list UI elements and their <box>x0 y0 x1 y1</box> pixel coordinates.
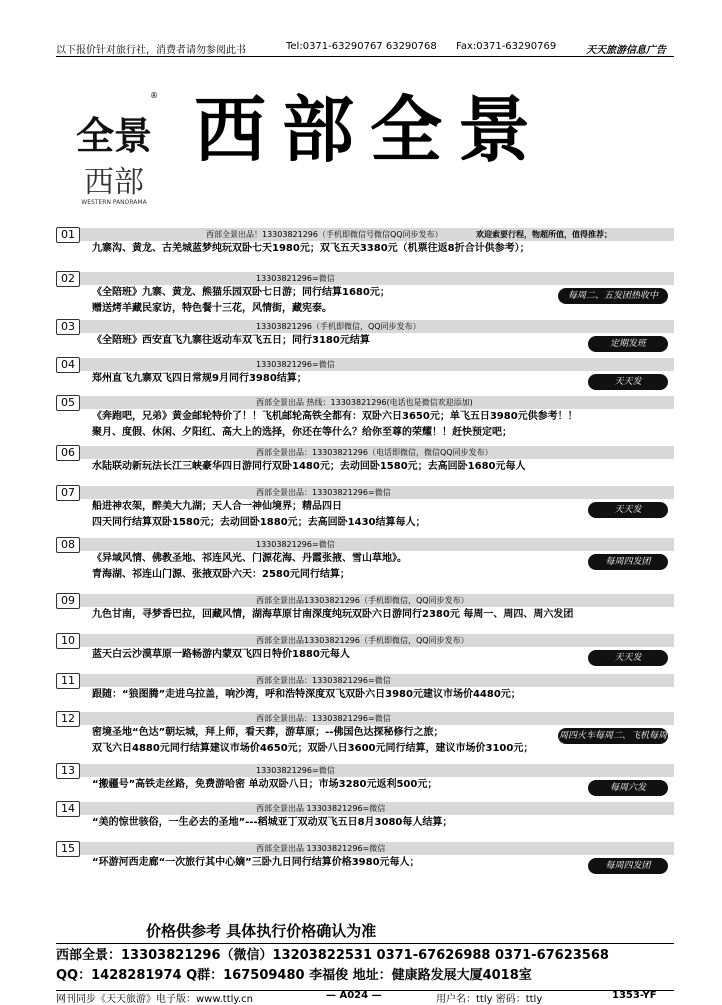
item-line: 《奔跑吧，兄弟》黄金邮轮特价了！！飞机邮轮高铁全都有：双卧六日3650元；单飞五日3980元供参考！！ <box>92 411 578 422</box>
contact-line-1: 西部全景：13303821296（微信）13203822531 0371-67626988 0371-67623568 <box>56 948 609 963</box>
listing-item <box>56 802 674 842</box>
listing-item <box>56 396 674 446</box>
schedule-tag: 每周六发 <box>588 780 668 796</box>
item-header-bar <box>56 320 674 333</box>
svg-text:全景: 全景 <box>75 113 153 158</box>
schedule-tag: 定期发班 <box>588 336 668 352</box>
item-contact: 13303821296=微信 <box>256 274 335 283</box>
item-contact: 13303821296=微信 <box>256 360 335 369</box>
item-line: 跟随：“狼图腾”走进乌拉盖，响沙湾，呼和浩特深度双飞双卧六日3980元建议市场价4480元； <box>92 689 521 700</box>
listing-item <box>56 320 674 358</box>
svg-text:西部: 西部 <box>84 165 144 200</box>
listing-item <box>56 272 674 320</box>
ad-label: 天天旅游信息广告 <box>586 45 666 56</box>
item-contact: 西部全景出品13303821296（手机即微信，QQ同步发布） <box>256 596 469 605</box>
item-number: 07 <box>56 485 80 501</box>
item-number: 09 <box>56 593 80 609</box>
contact-line-2: QQ：1428281974 Q群：167509480 李福俊 地址：健康路发展大厦4018室 <box>56 968 532 983</box>
item-header-bar <box>56 396 674 409</box>
brand-title: 西部全景 <box>194 87 547 172</box>
item-number: 03 <box>56 319 80 335</box>
listing-item <box>56 538 674 594</box>
item-line: “美的惊世骇俗，一生必去的圣地”---稻城亚丁双动双飞五日8月3080每人结算； <box>92 817 453 828</box>
item-line: “搬疆号”高铁走丝路，免费游哈密 单动双卧八日；市场3280元返利500元； <box>92 779 438 790</box>
item-header-bar <box>56 358 674 371</box>
item-number: 11 <box>56 673 80 689</box>
listing-item <box>56 446 674 486</box>
item-contact: 西部全景出品：13303821296=微信 <box>256 488 391 497</box>
price-disclaimer: 价格供参考 具体执行价格确认为准 <box>146 922 377 940</box>
item-line: 蓝天白云沙漠草原一路畅游内蒙双飞四日特价1880元每人 <box>92 649 350 660</box>
listing-item <box>56 712 674 764</box>
item-contact: 13303821296（手机即微信，QQ同步发布） <box>256 322 421 331</box>
page-number: — A024 — <box>326 990 382 1001</box>
item-line: “环游河西走廊“一次旅行其中心嫡”三卧九日同行结算价格3980元每人； <box>92 857 420 868</box>
listing-item <box>56 486 674 538</box>
item-line: 船进神农架，醉美大九湖；天人合一神仙境界；精品四日 <box>92 501 342 512</box>
listing-item <box>56 228 674 272</box>
item-number: 13 <box>56 763 80 779</box>
item-number: 10 <box>56 633 80 649</box>
logo <box>64 64 164 214</box>
item-header-bar <box>56 228 674 241</box>
item-header-bar <box>56 594 674 607</box>
login-text: 用户名：ttly 密码：ttly <box>436 994 543 1005</box>
header <box>56 58 674 220</box>
schedule-tag: 天天发 <box>588 374 668 390</box>
sync-text: 网刊同步《天天旅游》电子版：www.ttly.cn <box>56 994 253 1005</box>
item-contact: 13303821296=微信 <box>256 766 335 775</box>
listing-item <box>56 634 674 674</box>
item-header-bar <box>56 712 674 725</box>
item-header-bar <box>56 538 674 551</box>
item-line: 九色甘南，寻梦香巴拉，回藏风情，湖海草原甘南深度纯玩双卧六日游同行2380元 每周一、周四、周六发团 <box>92 609 574 620</box>
svg-text:®: ® <box>150 91 158 100</box>
item-line: 九寨沟、黄龙、古羌城蓝梦纯玩双卧七天1980元；双飞五天3380元（机票往返8折合计供参考）； <box>92 243 530 254</box>
item-line: 郑州直飞九寨双飞四日常规9月同行3980结算； <box>92 373 307 384</box>
item-number: 08 <box>56 537 80 553</box>
item-number: 04 <box>56 357 80 373</box>
item-number: 06 <box>56 445 80 461</box>
item-line: 四天同行结算双卧1580元；去动回卧1880元；去高回卧1430结算每人； <box>92 517 426 528</box>
schedule-tag: 周四火车每周二、飞机每周三 <box>558 728 668 744</box>
item-line: 《全陪班》西安直飞九寨往返动车双飞五日；同行3180元结算 <box>92 335 370 346</box>
item-line: 赠送烤羊藏民家访，特色餐十三花，风情街，藏宪泰。 <box>92 303 332 314</box>
item-contact: 西部全景出品13303821296（手机即微信，QQ同步发布） <box>256 636 469 645</box>
page-frame <box>56 38 674 1005</box>
item-contact: 西部全景出品：13303821296=微信 <box>256 714 391 723</box>
item-header-bar <box>56 446 674 459</box>
item-contact: 13303821296=微信 <box>256 540 335 549</box>
item-contact: 西部全景出品 热线：13303821296(电话也是微信欢迎添加) <box>256 398 473 407</box>
item-contact: 西部全景出品！13303821296（手机即微信号微信QQ同步发布） <box>206 230 443 239</box>
schedule-tag: 每周四发团 <box>588 858 668 874</box>
top-info-line <box>56 38 674 57</box>
item-contact: 西部全景出品 13303821296=微信 <box>256 804 386 813</box>
item-contact: 西部全景出品：13303821296=微信 <box>256 676 391 685</box>
item-line: 《全陪班》九寨、黄龙、熊猫乐园双卧七日游；同行结算1680元； <box>92 287 390 298</box>
item-header-bar <box>56 764 674 777</box>
item-note: 欢迎索要行程，物超所值，值得推荐； <box>476 230 612 239</box>
schedule-tag: 天天发 <box>588 650 668 666</box>
item-line: 水陆联动新玩法长江三峡豪华四日游同行双卧1480元；去动回卧1580元；去高回卧1680元每人 <box>92 461 526 472</box>
item-contact: 西部全景出品：13303821296（电话即微信，微信QQ同步发布） <box>256 448 493 457</box>
issue-code: 1353-YF <box>612 990 657 1001</box>
tel-text: Tel:0371-63290767 63290768 <box>286 41 437 52</box>
fax-text: Fax:0371-63290769 <box>456 41 557 52</box>
item-number: 12 <box>56 711 80 727</box>
listing-item <box>56 594 674 634</box>
item-number: 01 <box>56 227 80 243</box>
schedule-tag: 每周二、五发团热收中 <box>558 288 668 304</box>
item-number: 02 <box>56 271 80 287</box>
item-line: 密境圣地“色达”朝坛城，拜上师，看天葬，游草原；--佛国色达探秘修行之旅； <box>92 727 444 738</box>
item-number: 15 <box>56 841 80 857</box>
item-number: 14 <box>56 801 80 817</box>
item-header-bar <box>56 674 674 687</box>
notice-text: 以下报价针对旅行社，消费者请勿参阅此书 <box>56 45 246 56</box>
item-line: 《异域风情、佛教圣地、祁连风光、门源花海、丹霞张掖、雪山草地》。 <box>92 553 407 564</box>
item-header-bar <box>56 634 674 647</box>
listing-item <box>56 674 674 712</box>
item-header-bar <box>56 272 674 285</box>
item-line: 双飞六日4880元同行结算建议市场价4650元；双卧八日3600元同行结算，建议市场价3100元； <box>92 743 534 754</box>
listing-item <box>56 764 674 802</box>
item-header-bar <box>56 842 674 855</box>
listing <box>56 228 674 882</box>
item-line: 聚月、度假、休闲、夕阳红、高大上的选择，你还在等什么？给你至尊的荣耀！！赶快预定吧； <box>92 427 512 438</box>
item-number: 05 <box>56 395 80 411</box>
item-contact: 西部全景出品 13303821296=微信 <box>256 844 386 853</box>
listing-item <box>56 842 674 882</box>
svg-text:WESTERN PANORAMA: WESTERN PANORAMA <box>81 199 147 206</box>
contact-box <box>56 943 674 991</box>
item-header-bar <box>56 802 674 815</box>
listing-item <box>56 358 674 396</box>
schedule-tag: 天天发 <box>588 502 668 518</box>
schedule-tag: 每周四发团 <box>588 554 668 570</box>
item-line: 青海湖、祁连山门源、张掖双卧六天：2580元同行结算； <box>92 569 350 580</box>
item-header-bar <box>56 486 674 499</box>
